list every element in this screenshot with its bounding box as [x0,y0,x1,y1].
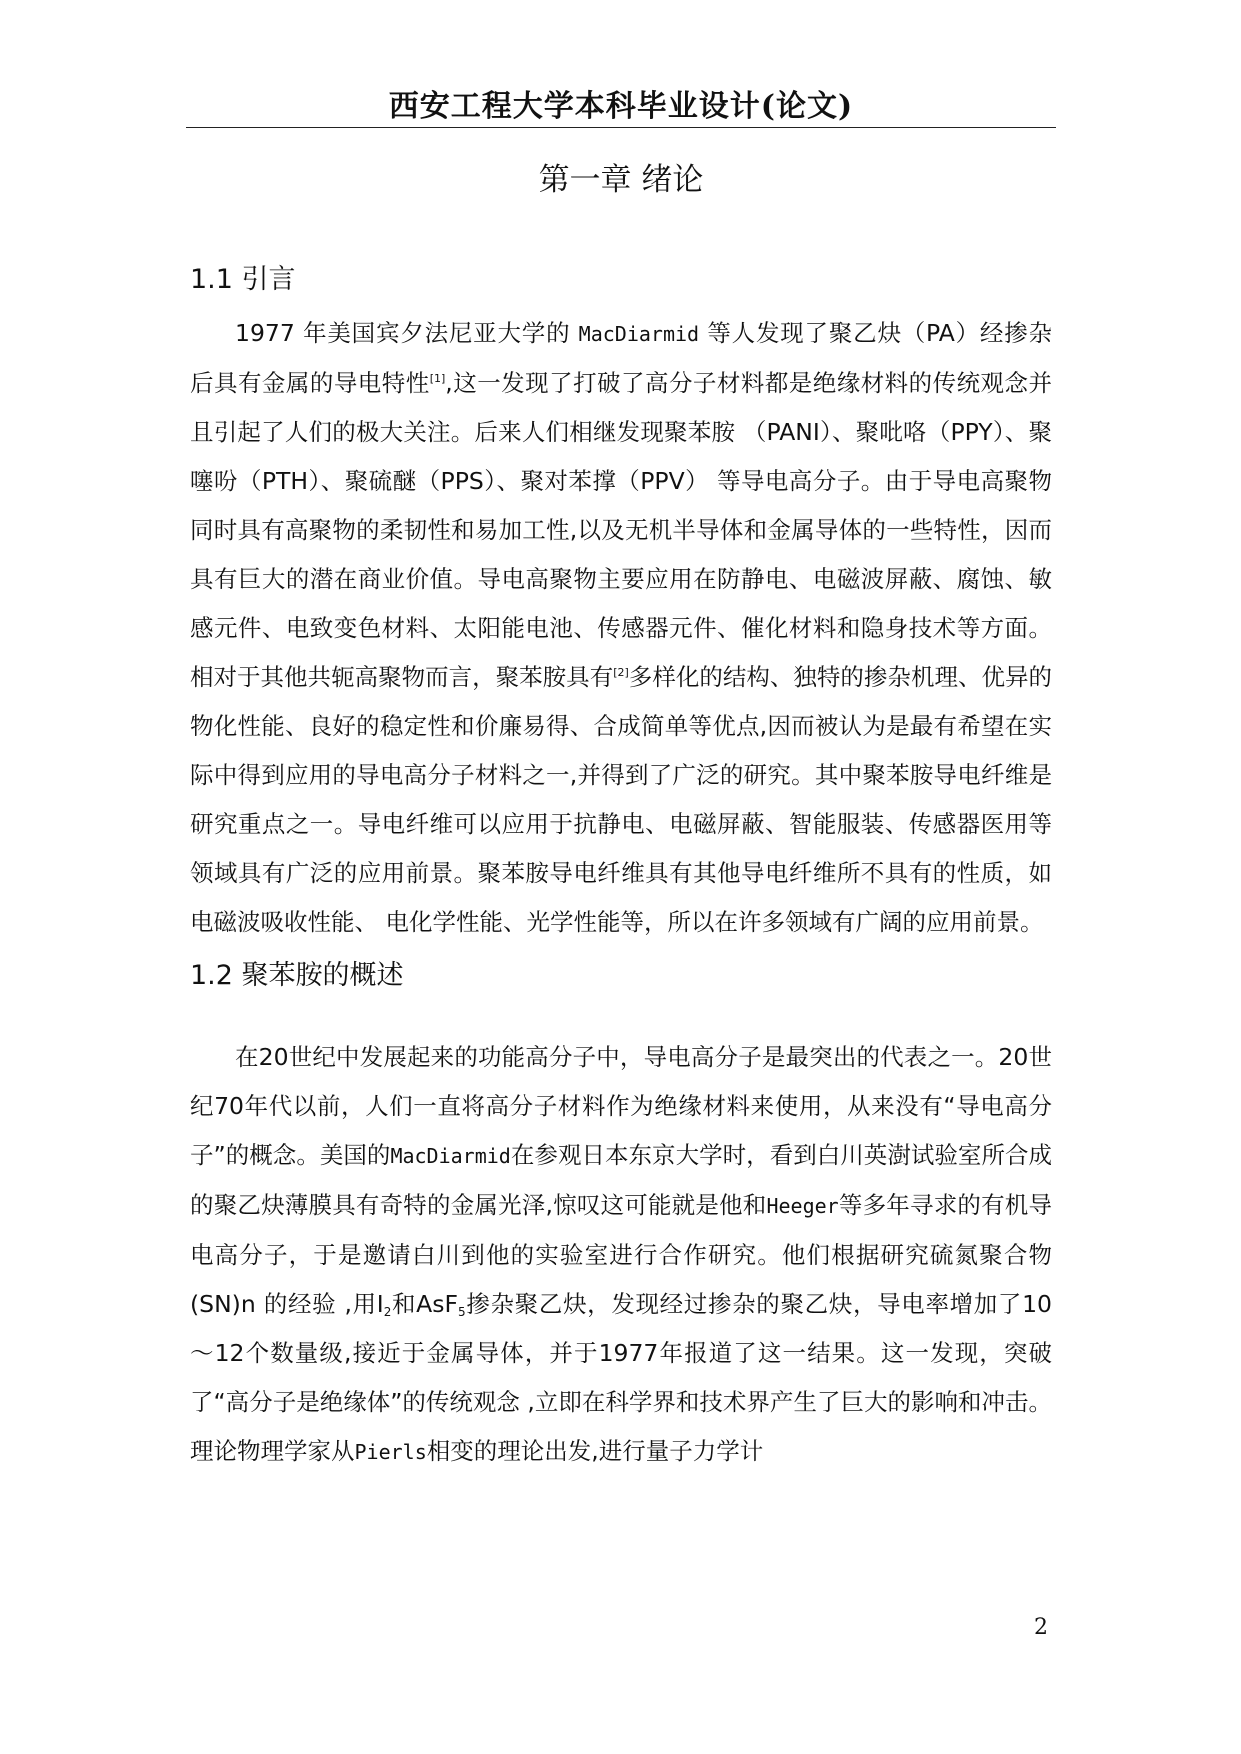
page-number: 2 [1034,1615,1048,1640]
text-run: 在参观日本东京大学时，看到白川英澍试验室所合成的聚乙炔薄膜具有奇特的金属光泽,惊叹这可能就是他和 [190,1141,1052,1219]
text-run: ,这一发现了打破了高分子材料都是绝缘材料的传统观念并且引起了人们的极大关注。后来人们相继发现聚苯胺 （PANI）、聚吡咯（PPY）、聚噻吩（PTH）、聚硫醚（PPS）、聚对苯撑（PPV） 等导电高分子。由于导电高聚物同时具有高聚物的柔韧性和易加工性,以及无机半导体和金属导体的一些特性，因而具有巨大的潜在商业价值。导电高聚物主要应用在防静电、电磁波屏蔽、腐蚀、敏感元件、电致变色材料、太阳能电池、传感器元件、催化材料和隐身技术等方面。相对于其他共轭高聚物而言，聚苯胺具有 [190,369,1052,691]
paragraph-text [190,309,1052,947]
citation-ref: [2] [613,666,629,679]
text-run: 等人发现了聚乙炔（PA）经掺杂后具有金属的导电特性 [190,319,1052,397]
paragraph-polyaniline-overview [190,1033,1052,1477]
text-run: 在20世纪中发展起来的功能高分子中，导电高分子是最突出的代表之一。20世纪70年代以前，人们一直将高分子材料作为绝缘材料来使用，从来没有“导电高分子”的概念。美国的 [190,1043,1052,1169]
text-run: 等多年寻求的有机导电高分子，于是邀请白川到他的实验室进行合作研究。他们根据研究硫氮聚合物(SN)n 的经验 ,用I [190,1191,1052,1318]
text-run: 和AsF [391,1290,459,1318]
citation-ref: [1] [429,372,446,385]
running-header: 西安工程大学本科毕业设计(论文) [388,89,854,124]
section-heading-1-1: 1.1 引言 [190,264,296,295]
text-run-latin: MacDiarmid [578,322,700,346]
section-heading-1-2: 1.2 聚苯胺的概述 [190,960,404,991]
header-rule [186,127,1056,128]
text-run-latin: MacDiarmid [390,1144,511,1168]
paragraph-text [190,1033,1052,1477]
paragraph-introduction [190,309,1052,947]
text-run-latin: Pierls [354,1440,427,1464]
text-run: 1977 年美国宾夕法尼亚大学的 [235,319,579,347]
subscript: 5 [458,1305,466,1319]
text-run: 多样化的结构、独特的掺杂机理、优异的物化性能、良好的稳定性和价廉易得、合成简单等优点,因而被认为是最有希望在实际中得到应用的导电高分子材料之一,并得到了广泛的研究。其中聚苯胺导电纤维是研究重点之一。导电纤维可以应用于抗静电、电磁屏蔽、智能服装、传感器医用等领域具有广泛的应用前景。聚苯胺导电纤维具有其他导电纤维所不具有的性质，如电磁波吸收性能、 电化学性能、光学性能等，所以在许多领域有广阔的应用前景。 [190,663,1052,936]
text-run: 相变的理论出发,进行量子力学计 [426,1437,764,1465]
subscript: 2 [383,1305,392,1319]
chapter-title: 第一章 绪论 [538,162,704,198]
text-run: 掺杂聚乙炔，发现经过掺杂的聚乙炔，导电率增加了10～12个数量级,接近于金属导体，并于1977年报道了这一结果。这一发现，突破了“高分子是绝缘体”的传统观念 ,立即在科学界和技术界产生了巨大的影响和冲击。理论物理学家从 [190,1290,1052,1465]
text-run-latin: Heeger [766,1194,839,1218]
